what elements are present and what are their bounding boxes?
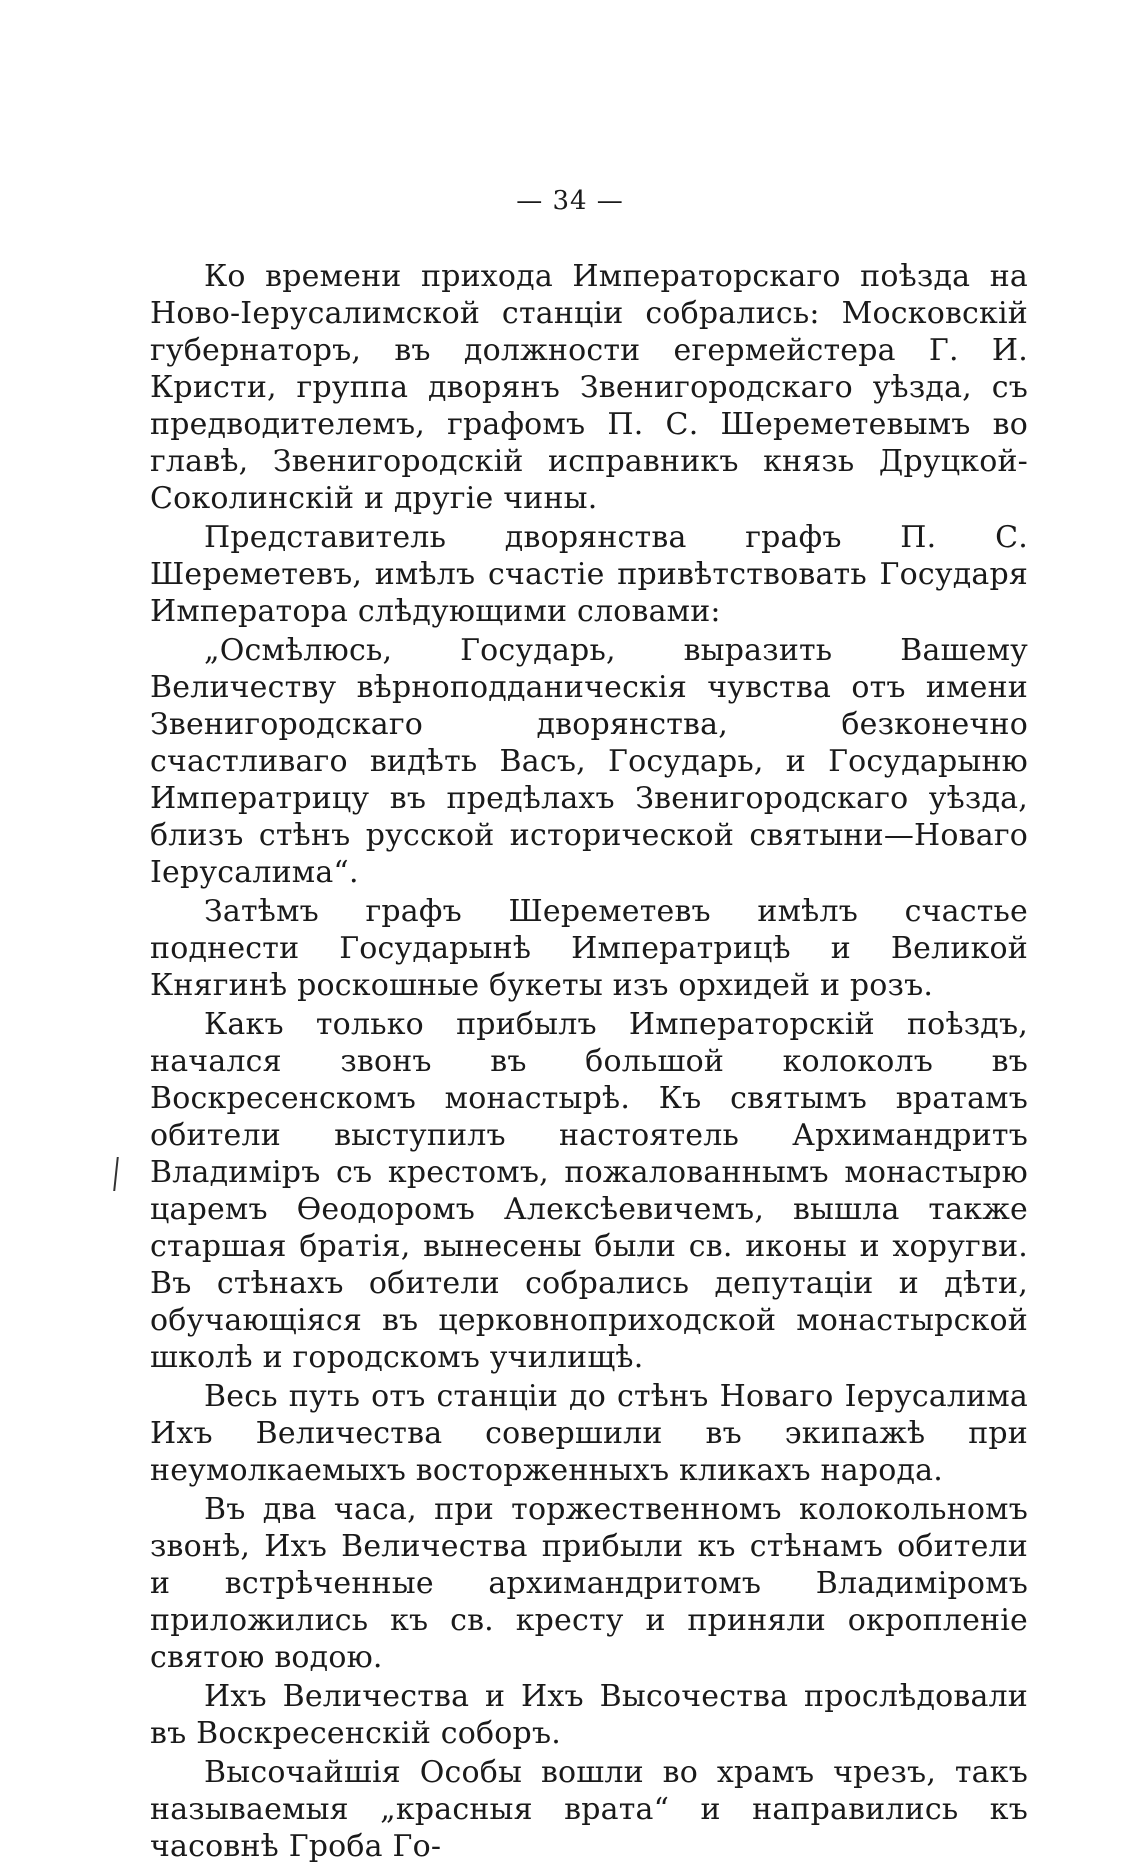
margin-mark [113,1157,123,1191]
paragraph-red-gates: Высочайшія Особы вошли во храмъ чрезъ, такъ называемыя „красныя врата“ и направились къ часовнѣ Гроба Го- [150,1755,1028,1864]
paragraph-greeting-intro: Представитель дворянства графъ П. С. Шереметевъ, имѣлъ счастіе привѣтствовать Государя Императора слѣдующими словами: [150,520,1028,629]
paragraph-greeting-quote: „Осмѣлюсь, Государь, выразить Вашему Величеству вѣрноподданическія чувства отъ имени Звенигородскаго дворянства, безконечно счастливаго видѣть Васъ, Государь, и Государыню Императрицу въ предѣлахъ Звенигородскаго уѣзда, близъ стѣнъ русской исторической святыни—Новаго Іерусалима“. [150,633,1028,890]
paragraph-route: Весь путь отъ станціи до стѣнъ Новаго Іерусалима Ихъ Величества совершили въ экипажѣ при неумолкаемыхъ восторженныхъ кликахъ народа. [150,1379,1028,1488]
paragraph-bouquets: Затѣмъ графъ Шереметевъ имѣлъ счастье поднести Государынѣ Императрицѣ и Великой Княгинѣ роскошные букеты изъ орхидей и розъ. [150,894,1028,1003]
page-number: — 34 — [516,186,624,216]
paragraph-cathedral: Ихъ Величества и Ихъ Высочества прослѣдовали въ Воскресенскій соборъ. [150,1679,1028,1751]
paragraph-arrival-officials: Ко времени прихода Императорскаго поѣзда на Ново-Іерусалимской станціи собрались: Московскій губернаторъ, въ должности егермейстера Г. И. Кристи, группа дворянъ Звенигородскаго уѣзда, съ предводителемъ, графомъ П. С. Шереметевымъ во главѣ, Звенигородскій исправникъ князь Друцкой-Соколинскій и другіе чины. [150,259,1028,516]
body-text [150,258,1028,1865]
paragraph-two-oclock: Въ два часа, при торжественномъ колокольномъ звонѣ, Ихъ Величества прибыли къ стѣнамъ обители и встрѣченные архимандритомъ Владиміромъ приложились къ св. кресту и приняли окропленіе святою водою. [150,1492,1028,1675]
paragraph-bells-monastery: Какъ только прибылъ Императорскій поѣздъ, начался звонъ въ большой колоколъ въ Воскресенскомъ монастырѣ. Къ святымъ вратамъ обители выступилъ настоятель Архимандритъ Владиміръ съ крестомъ, пожалованнымъ монастырю царемъ Ѳеодоромъ Алексѣевичемъ, вышла также старшая братія, вынесены были св. иконы и хоругви. Въ стѣнахъ обители собрались депутаціи и дѣти, обучающіяся въ церковноприходской монастырской школѣ и городскомъ училищѣ. [150,1007,1028,1375]
